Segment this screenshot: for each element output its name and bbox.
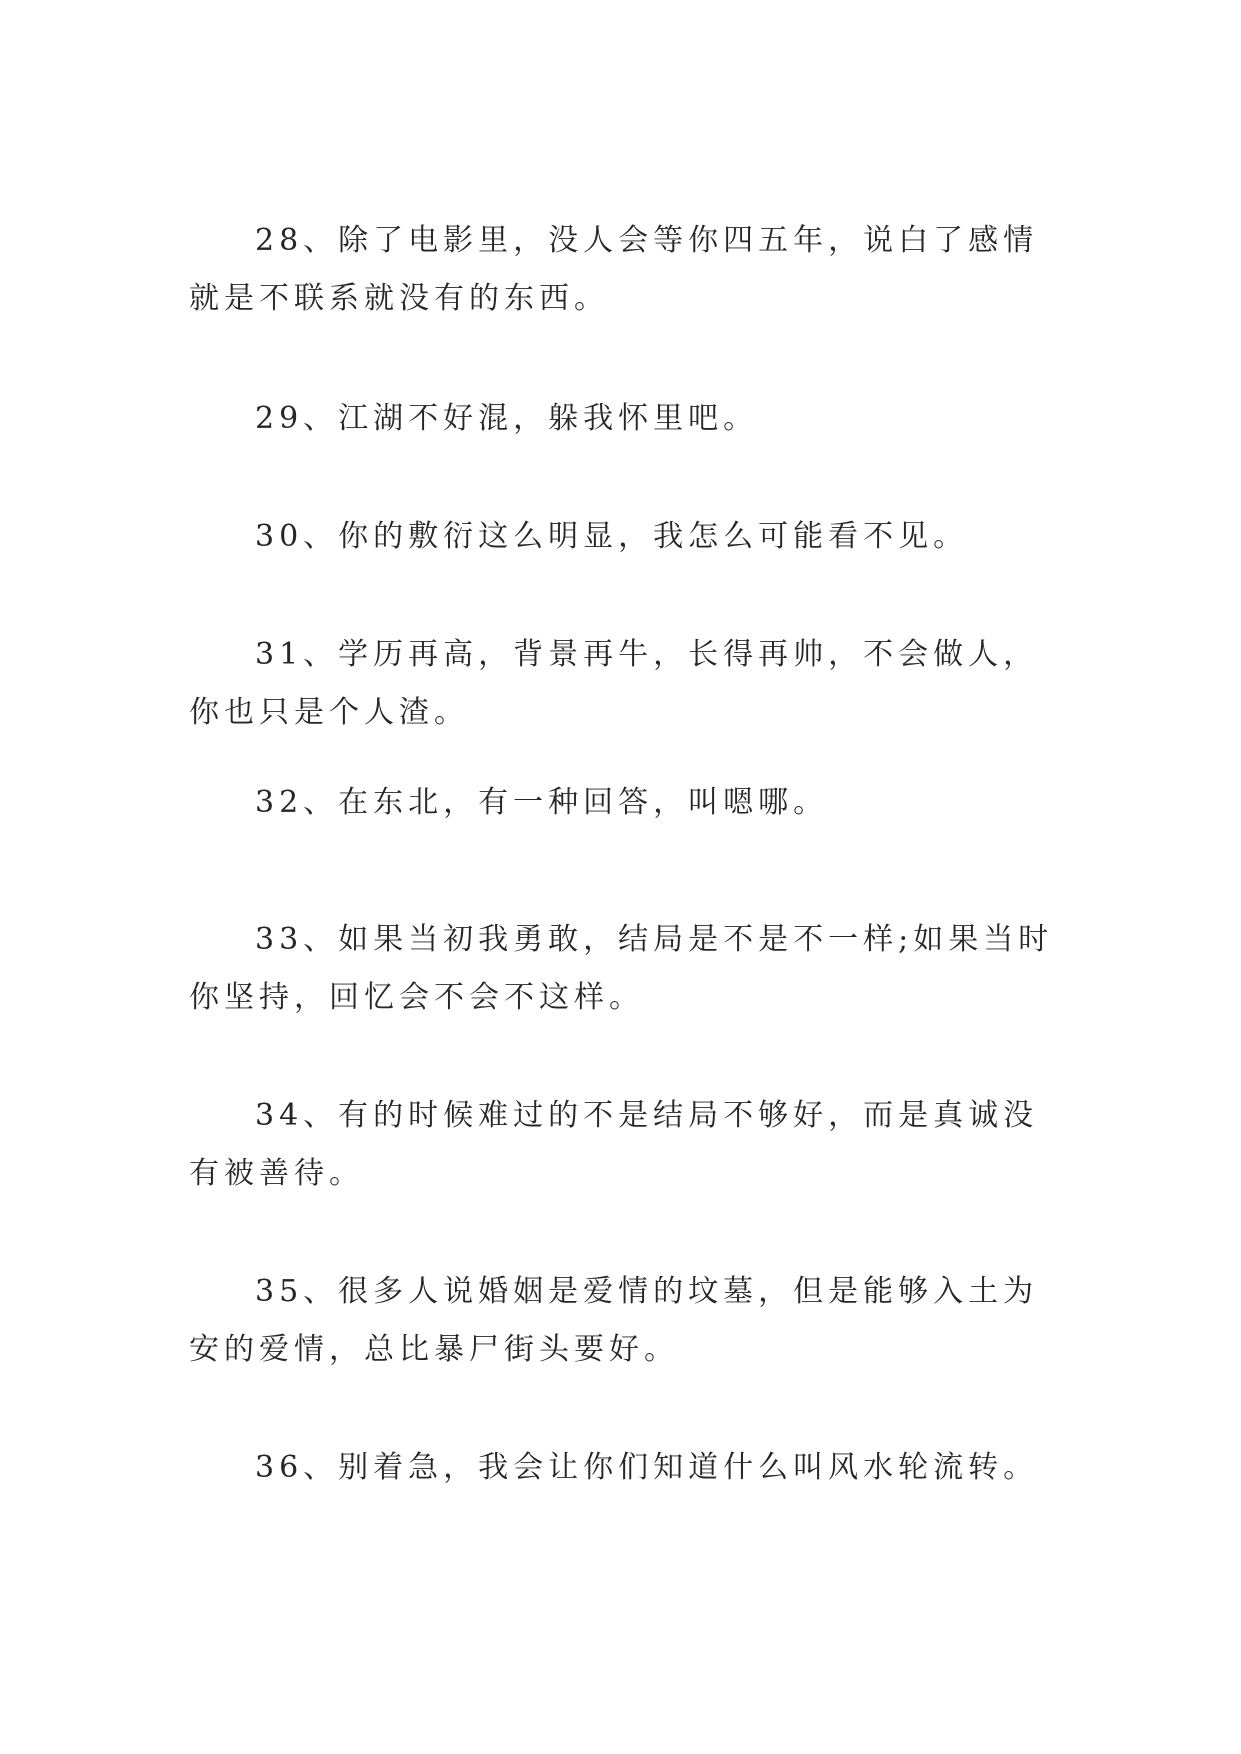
- quote-paragraph-31: 31、学历再高，背景再牛，长得再帅，不会做人，你也只是个人渣。: [189, 637, 1039, 730]
- quote-paragraph-34: 34、有的时候难过的不是结局不够好，而是真诚没有被善待。: [189, 1098, 1039, 1191]
- quote-paragraph-32: 32、在东北，有一种回答，叫嗯哪。: [255, 785, 829, 820]
- quote-paragraph-28: 28、除了电影里，没人会等你四五年，说白了感情就是不联系就没有的东西。: [189, 223, 1039, 316]
- quote-paragraph-33: 33、如果当初我勇敢，结局是不是不一样;如果当时你坚持，回忆会不会不这样。: [189, 922, 1054, 1015]
- quote-paragraph-29: 29、江湖不好混，躲我怀里吧。: [255, 401, 759, 436]
- quote-paragraph-30: 30、你的敷衍这么明显，我怎么可能看不见。: [255, 519, 969, 554]
- quote-paragraph-36: 36、别着急，我会让你们知道什么叫风水轮流转。: [255, 1450, 1039, 1485]
- quote-paragraph-35: 35、很多人说婚姻是爱情的坟墓，但是能够入土为安的爱情，总比暴尸街头要好。: [189, 1274, 1039, 1367]
